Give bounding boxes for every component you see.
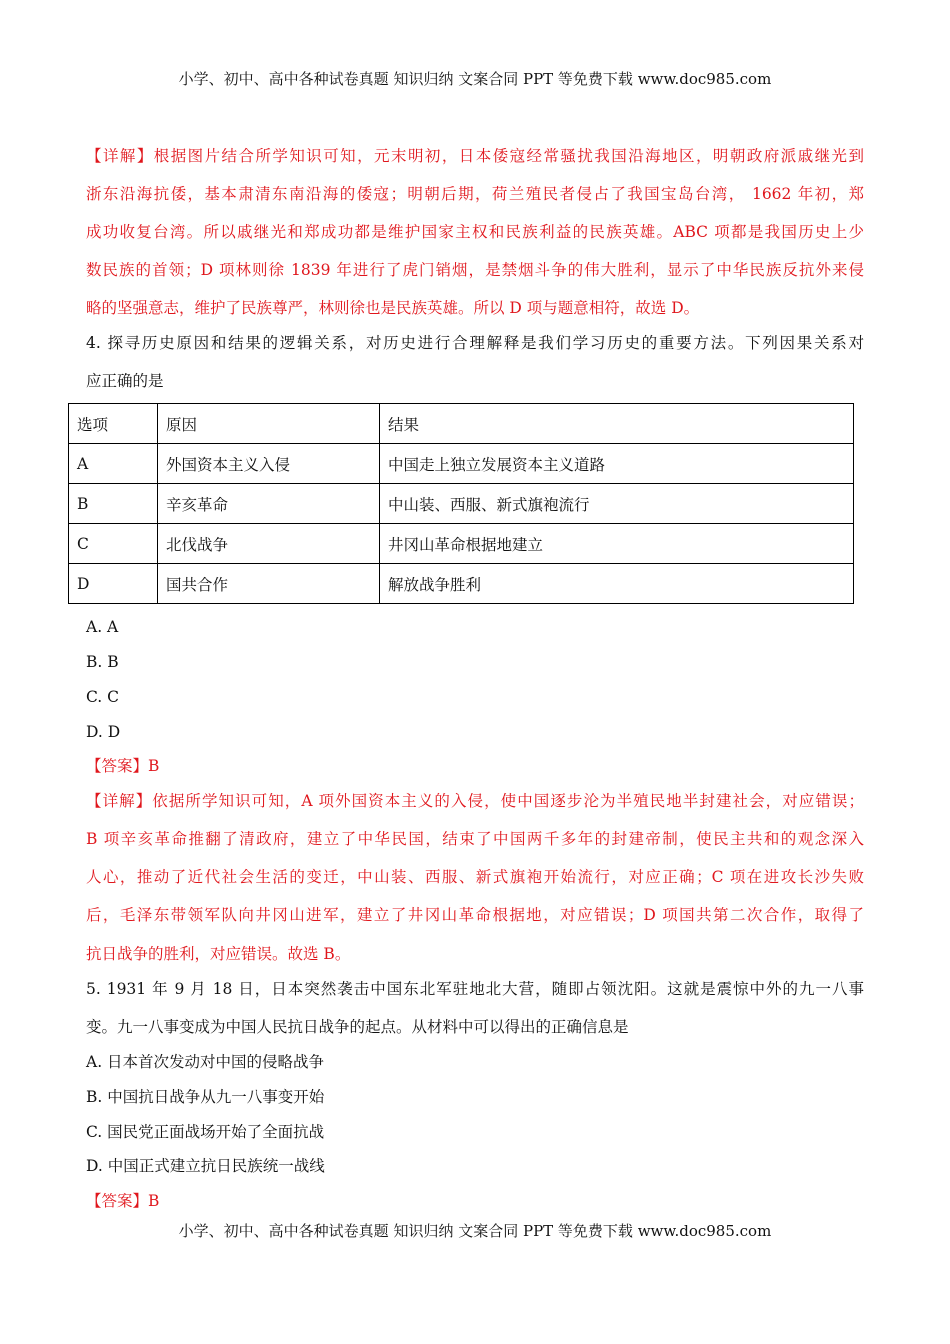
table-header-row — [69, 404, 854, 444]
table-cell: 中国走上独立发展资本主义道路 — [380, 444, 854, 484]
option-a: A. 日本首次发动对中国的侵略战争 — [86, 1053, 325, 1071]
option-d: D. 中国正式建立抗日民族统一战线 — [86, 1157, 325, 1175]
page-header: 小学、初中、高中各种试卷真题 知识归纳 文案合同 PPT 等免费下载 www.doc985.com — [178, 70, 772, 88]
cause-effect-table — [68, 403, 854, 604]
detail-line: 后，毛泽东带领军队向井冈山进军，建立了井冈山革命根据地，对应错误；D 项国共第二次合作，取得了 — [86, 906, 864, 924]
table-cell: B — [69, 484, 158, 524]
option-b: B. B — [86, 653, 119, 671]
detail-line: 【详解】根据图片结合所学知识可知，元末明初，日本倭寇经常骚扰我国沿海地区，明朝政府派戚继光到 — [86, 147, 864, 165]
table-row — [69, 444, 854, 484]
option-b: B. 中国抗日战争从九一八事变开始 — [86, 1088, 325, 1106]
detail-line: 数民族的首领；D 项林则徐 1839 年进行了虎门销烟，是禁烟斗争的伟大胜利，显示了中华民族反抗外来侵 — [86, 261, 864, 279]
detail-line: 浙东沿海抗倭，基本肃清东南沿海的倭寇；明朝后期，荷兰殖民者侵占了我国宝岛台湾， 1662 年初，郑 — [86, 185, 864, 203]
table-cell: C — [69, 524, 158, 564]
page-footer: 小学、初中、高中各种试卷真题 知识归纳 文案合同 PPT 等免费下载 www.doc985.com — [178, 1222, 772, 1240]
table-row — [69, 524, 854, 564]
table-header: 原因 — [158, 404, 380, 444]
table-cell: 国共合作 — [158, 564, 380, 604]
answer: 【答案】B — [86, 757, 160, 775]
question-text: 5. 1931 年 9 月 18 日，日本突然袭击中国东北军驻地北大营，随即占领沈阳。这就是震惊中外的九一八事 — [86, 980, 864, 998]
answer: 【答案】B — [86, 1192, 160, 1210]
option-c: C. 国民党正面战场开始了全面抗战 — [86, 1123, 325, 1141]
detail-line: 人心，推动了近代社会生活的变迁，中山装、西服、新式旗袍开始流行，对应正确；C 项在进攻长沙失败 — [86, 868, 864, 886]
table-cell: D — [69, 564, 158, 604]
detail-line: B 项辛亥革命推翻了清政府，建立了中华民国，结束了中国两千多年的封建帝制，使民主共和的观念深入 — [86, 830, 864, 848]
detail-line: 略的坚强意志，维护了民族尊严，林则徐也是民族英雄。所以 D 项与题意相符，故选 D。 — [86, 299, 700, 317]
table-cell: 辛亥革命 — [158, 484, 380, 524]
table-cell: 中山装、西服、新式旗袍流行 — [380, 484, 854, 524]
option-a: A. A — [86, 618, 119, 636]
option-c: C. C — [86, 688, 120, 706]
table-cell: 解放战争胜利 — [380, 564, 854, 604]
question-text: 变。九一八事变成为中国人民抗日战争的起点。从材料中可以得出的正确信息是 — [86, 1018, 629, 1036]
question-text: 4. 探寻历史原因和结果的逻辑关系，对历史进行合理解释是我们学习历史的重要方法。下列因果关系对 — [86, 334, 864, 352]
table-row — [69, 484, 854, 524]
table-cell: A — [69, 444, 158, 484]
detail-line: 成功收复台湾。所以戚继光和郑成功都是维护国家主权和民族利益的民族英雄。ABC 项都是我国历史上少 — [86, 223, 864, 241]
table-header: 结果 — [380, 404, 854, 444]
option-d: D. D — [86, 723, 121, 741]
table-header: 选项 — [69, 404, 158, 444]
table-row — [69, 564, 854, 604]
question-text: 应正确的是 — [86, 372, 164, 390]
table-cell: 井冈山革命根据地建立 — [380, 524, 854, 564]
table-cell: 北伐战争 — [158, 524, 380, 564]
table-cell: 外国资本主义入侵 — [158, 444, 380, 484]
detail-line: 【详解】依据所学知识可知，A 项外国资本主义的入侵，使中国逐步沦为半殖民地半封建社会，对应错误； — [86, 792, 864, 810]
detail-line: 抗日战争的胜利，对应错误。故选 B。 — [86, 945, 351, 963]
